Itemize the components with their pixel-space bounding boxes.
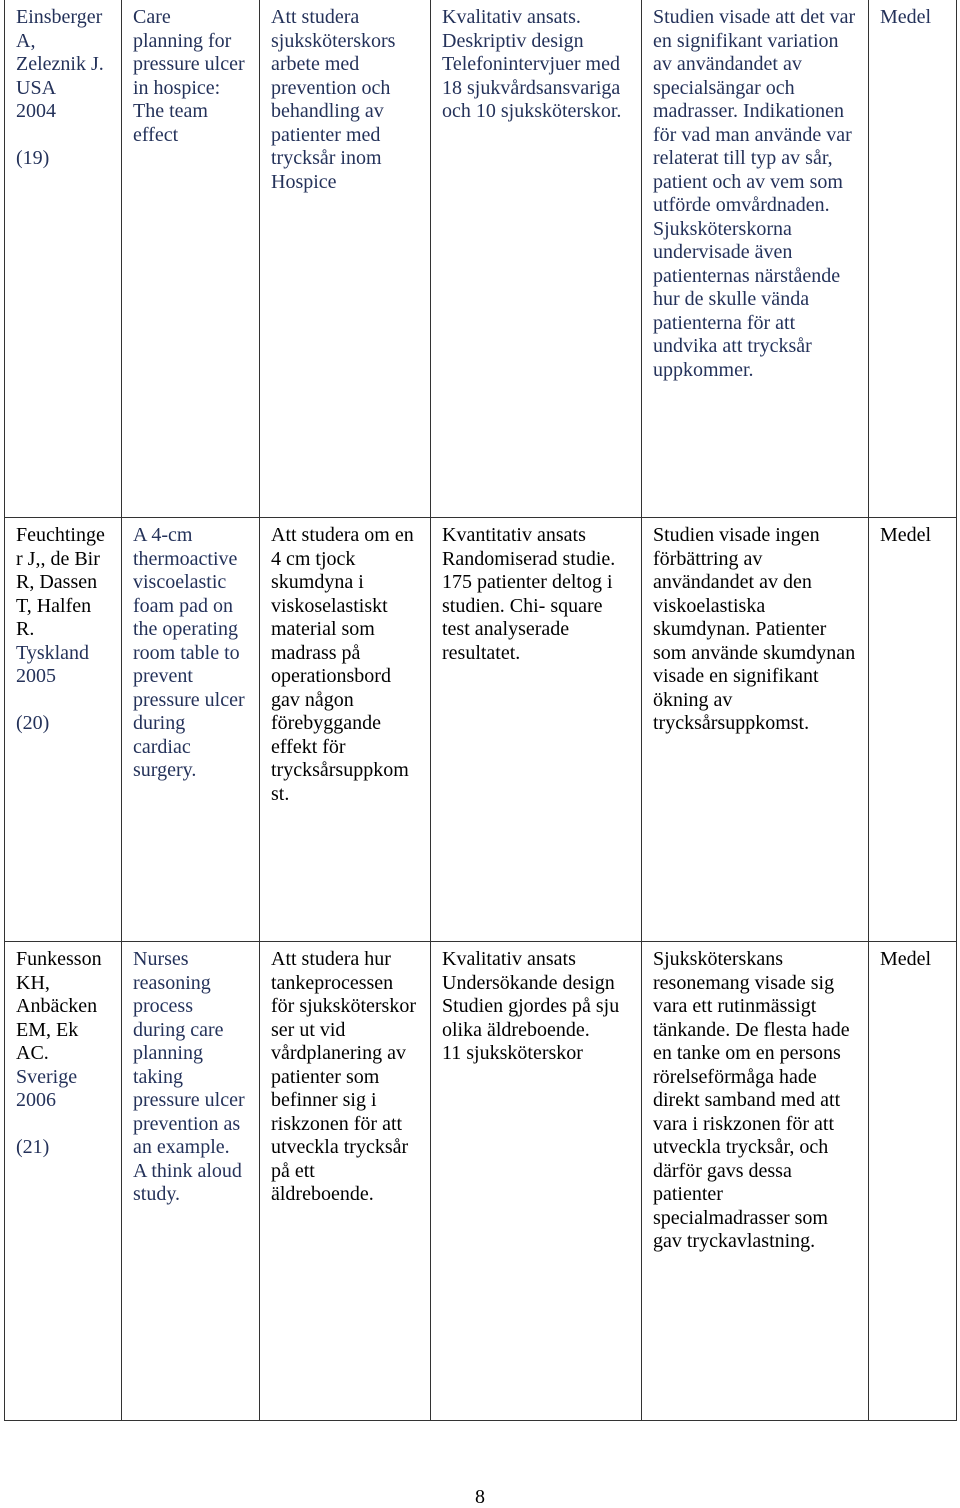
country-year-ref-text: USA 2004 (19): [16, 76, 57, 169]
title-text: Nurses reasoning process during care planning taking pressure ulcer prevention as an example. A think aloud study.: [133, 948, 245, 1205]
aim-text: Att studera hur tankeprocessen för sjuksköterskor ser ut vid vårdplanering av patienter som befinner sig i riskzonen för att utveckla trycksår på ett äldreboende.: [271, 948, 416, 1205]
result-text: Studien visade att det var en signifikant variation av användandet av specialsängar och madrasser. Indikationen för vad man använde var relaterat till typ av sår, patient och av vem som utförde omvårdnaden. Sjuksköterskorna undervisade även patienternas närstående hur de skulle vända patienterna för att undvika att trycksår uppkommer.: [653, 6, 856, 381]
cell-result: [642, 0, 869, 518]
country-year-ref-text: Tyskland 2005 (20): [16, 641, 90, 734]
cell-quality: [869, 0, 957, 518]
aim-text: Att studera om en 4 cm tjock skumdyna i viskoselastiskt material som madrass på operationsbord gav någon förebyggande effekt för trycksårsuppkom st.: [271, 524, 414, 805]
cell-aim: [260, 518, 431, 942]
cell-aim: [260, 0, 431, 518]
title-text: A 4-cm thermoactive viscoelastic foam pad on the operating room table to prevent pressure ulcer during cardiac surgery.: [133, 524, 245, 781]
cell-title: [122, 942, 260, 1421]
study-table: [4, 0, 957, 1421]
cell-method: [431, 0, 642, 518]
quality-text: Medel: [880, 6, 932, 28]
cell-title: [122, 0, 260, 518]
cell-authors: [5, 942, 122, 1421]
quality-text: Medel: [880, 948, 932, 970]
cell-authors: [5, 518, 122, 942]
method-text: Kvantitativ ansats Randomiserad studie. 175 patienter deltog i studien. Chi- square test analyserade resultatet.: [442, 524, 616, 664]
aim-text: Att studera sjuksköterskors arbete med prevention och behandling av patienter med trycksår inom Hospice: [271, 6, 396, 193]
country-year-ref-text: Sverige 2006 (21): [16, 1065, 78, 1158]
cell-method: [431, 518, 642, 942]
quality-text: Medel: [880, 524, 932, 546]
method-text: Kvalitativ ansats. Deskriptiv design Telefonintervjuer med 18 sjukvårdsansvariga och 10 sjuksköterskor.: [442, 6, 622, 122]
cell-quality: [869, 942, 957, 1421]
cell-method: [431, 942, 642, 1421]
cell-aim: [260, 942, 431, 1421]
cell-quality: [869, 518, 957, 942]
authors-text: Einsberger A, Zeleznik J.: [16, 6, 104, 75]
method-text: Kvalitativ ansats Undersökande design Studien gjordes på sju olika äldreboende. 11 sjuksköterskor: [442, 948, 620, 1064]
cell-title: [122, 518, 260, 942]
cell-authors: [5, 0, 122, 518]
cell-result: [642, 942, 869, 1421]
authors-text: Funkesson KH, Anbäcken EM, Ek AC.: [16, 948, 102, 1064]
result-text: Studien visade ingen förbättring av användandet av den viskoelastiska skumdynan. Patienter som använde skumdynan visade en signifikant ökning av trycksårsuppkomst.: [653, 524, 856, 734]
cell-result: [642, 518, 869, 942]
authors-text: Feuchtinge r J,, de Bir R, Dassen T, Halfen R.: [16, 524, 105, 640]
result-text: Sjuksköterskans resonemang visade sig vara ett rutinmässigt tänkande. De flesta hade en tanke om en persons rörelseförmåga hade direkt samband med att vara i riskzonen för att utveckla trycksår, och därför gavs dessa patienter specialmadrasser som gav tryckavlastning.: [653, 948, 850, 1252]
page-number: 8: [475, 1486, 485, 1508]
title-text: Care planning for pressure ulcer in hospice: The team effect: [133, 6, 245, 146]
